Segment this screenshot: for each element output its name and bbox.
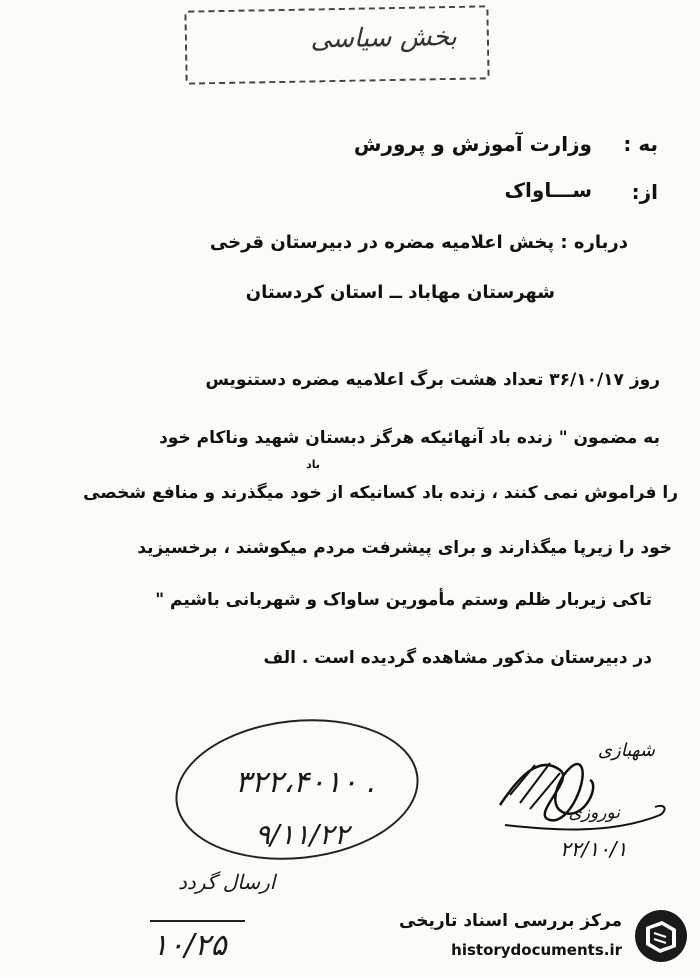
classification-stamp xyxy=(184,5,489,84)
subject-line-2: شهرستان مهاباد ــ استان کردستان xyxy=(245,282,555,303)
body-line-2: به مضمون " زنده باد آنهائیکه هرگز دبستان شهید وناکام خود xyxy=(159,428,660,448)
body-line-6: در دبیرستان مذکور مشاهده گردیده است . الف xyxy=(263,648,652,668)
watermark-title: مرکز بررسی اسناد تاریخی xyxy=(399,911,622,931)
handwritten-number-2: ۹/۱۱/۲۲ xyxy=(255,818,350,851)
insert-mark: باد xyxy=(306,458,320,471)
body-line-5: تاکی زیربار ظلم وستم مأمورین ساواک و شهربانی باشیم " xyxy=(155,590,652,610)
handwritten-note: ارسال گردد xyxy=(178,870,276,894)
body-line-3: را فراموش نمی کنند ، زنده باد کسانیکه از خود میگذرند و منافع شخصی xyxy=(83,483,678,503)
handwritten-underline xyxy=(150,920,245,922)
from-value: ســـاواک xyxy=(504,178,592,202)
to-value: وزارت آموزش و پرورش xyxy=(353,132,592,156)
signature-name: شهبازی xyxy=(597,740,655,761)
signature-name-2: نوروزی xyxy=(568,803,620,823)
archive-logo-icon xyxy=(632,907,690,965)
watermark-url: historydocuments.ir xyxy=(451,941,622,959)
handwritten-number-1: ۳۲۲،۴۰۱۰ . xyxy=(235,765,377,800)
watermark xyxy=(399,907,690,967)
body-line-1: روز ۳۶/۱۰/۱۷ تعداد هشت برگ اعلامیه مضره دستنویس xyxy=(205,370,660,390)
signature-block xyxy=(490,735,680,875)
body-line-4: خود را زیرپا میگذارند و برای پیشرفت مردم میکوشند ، برخسیزید xyxy=(137,538,672,558)
signature-date: ۲۲/۱۰/۱ xyxy=(560,837,628,861)
handwritten-number-3: ۱۰/۲۵ xyxy=(152,928,227,963)
subject-line-1: درباره : پخش اعلامیه مضره در دبیرستان قرخی xyxy=(209,232,628,253)
to-label: به : xyxy=(623,132,658,156)
stamp-text: بخش سیاسی xyxy=(310,21,458,55)
from-label: از: xyxy=(631,180,658,204)
